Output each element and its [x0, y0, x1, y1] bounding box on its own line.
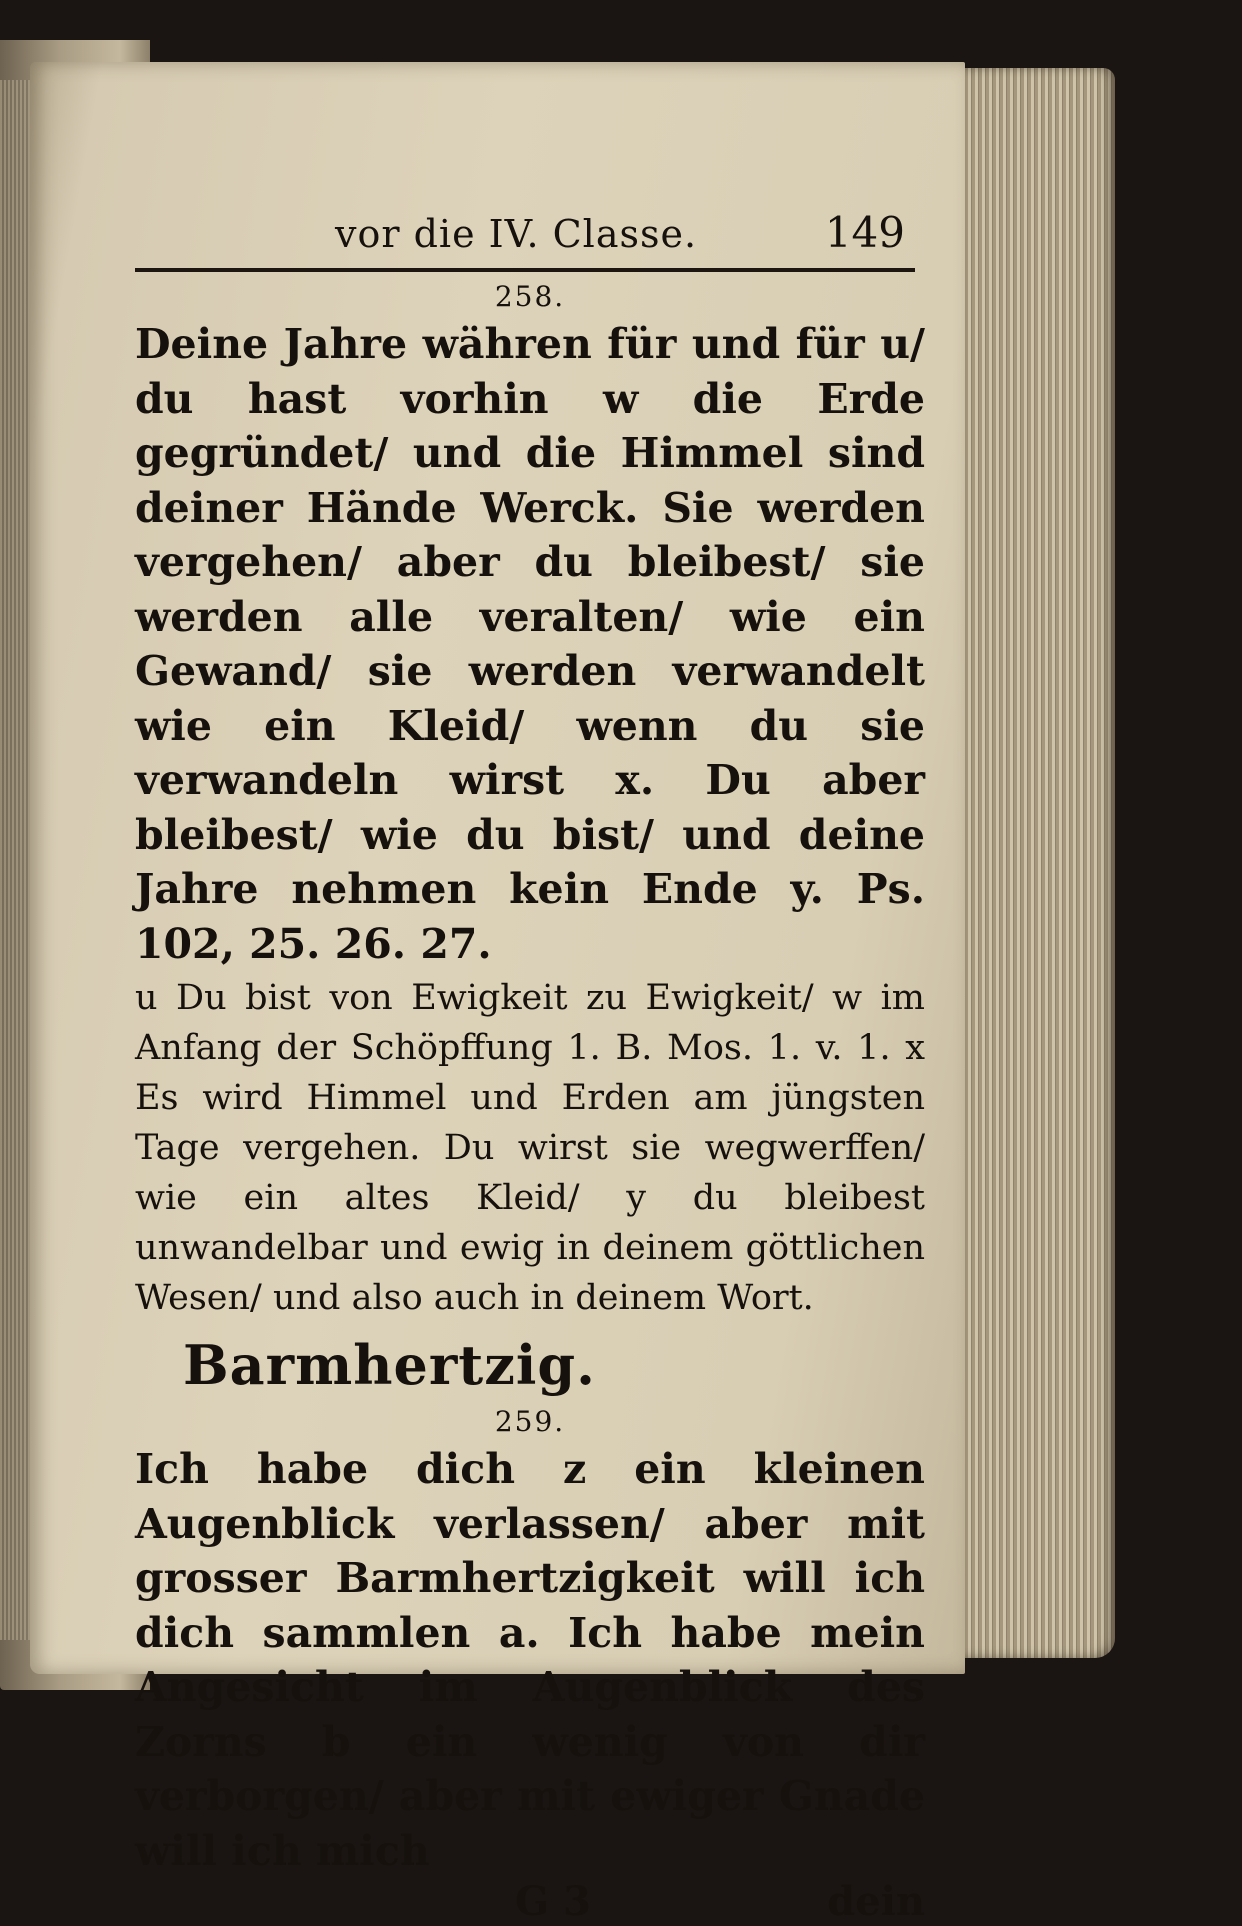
entry-258-text: Deine Jahre währen für und für u/ du hast vorhin w die Erde gegründet/ und die Himmel sind deiner Hände Werck. Sie werden vergehen/ aber du bleibest/ sie werden alle veralten/ wie ein Gewand/ sie werden verwandelt wie ein Kleid/ wenn du sie verwandeln wirst x. Du aber bleibest/ wie du bist/ und deine Jahre nehmen kein Ende y. Ps. 102, 25. 26. 27.: [135, 320, 925, 968]
entry-number-259: 259.: [494, 1405, 566, 1438]
book-page: [30, 62, 965, 1925]
running-title: vor die IV. Classe.: [335, 212, 698, 256]
left-page-leaves: [0, 80, 30, 1640]
header-rule: [135, 268, 915, 272]
page-footer: [135, 1878, 925, 1926]
entry-258-notes: u Du bist von Ewigkeit zu Ewigkeit/ w im Anfang der Schöpffung 1. B. Mos. 1. v. 1. x Es wird Himmel und Erden am jüngsten Tage vergehen. Du wirst sie wegwerffen/ wie ein altes Kleid/ y du bleibest unwandelbar und ewig in deinem göttlichen Wesen/ und also auch in deinem Wort.: [135, 978, 925, 1318]
signature-mark: G 3: [515, 1878, 591, 1925]
running-header: [135, 202, 925, 268]
fore-edge-leaves: [965, 68, 1115, 1658]
catchword: dein: [827, 1878, 925, 1925]
section-heading: Barmhertzig.: [183, 1333, 596, 1397]
entry-number-258: 258.: [494, 280, 566, 313]
entry-259-text: Ich habe dich z ein kleinen Augenblick verlassen/ aber mit grosser Barmhertzigkeit will ich dich sammlen a. Ich habe mein Angesicht im Augenblick des Zorns b ein wenig von dir verborgen/ aber mit ewiger Gnade will ich mich: [135, 1445, 925, 1875]
text-block: [135, 202, 925, 1926]
page-number: 149: [824, 208, 905, 257]
